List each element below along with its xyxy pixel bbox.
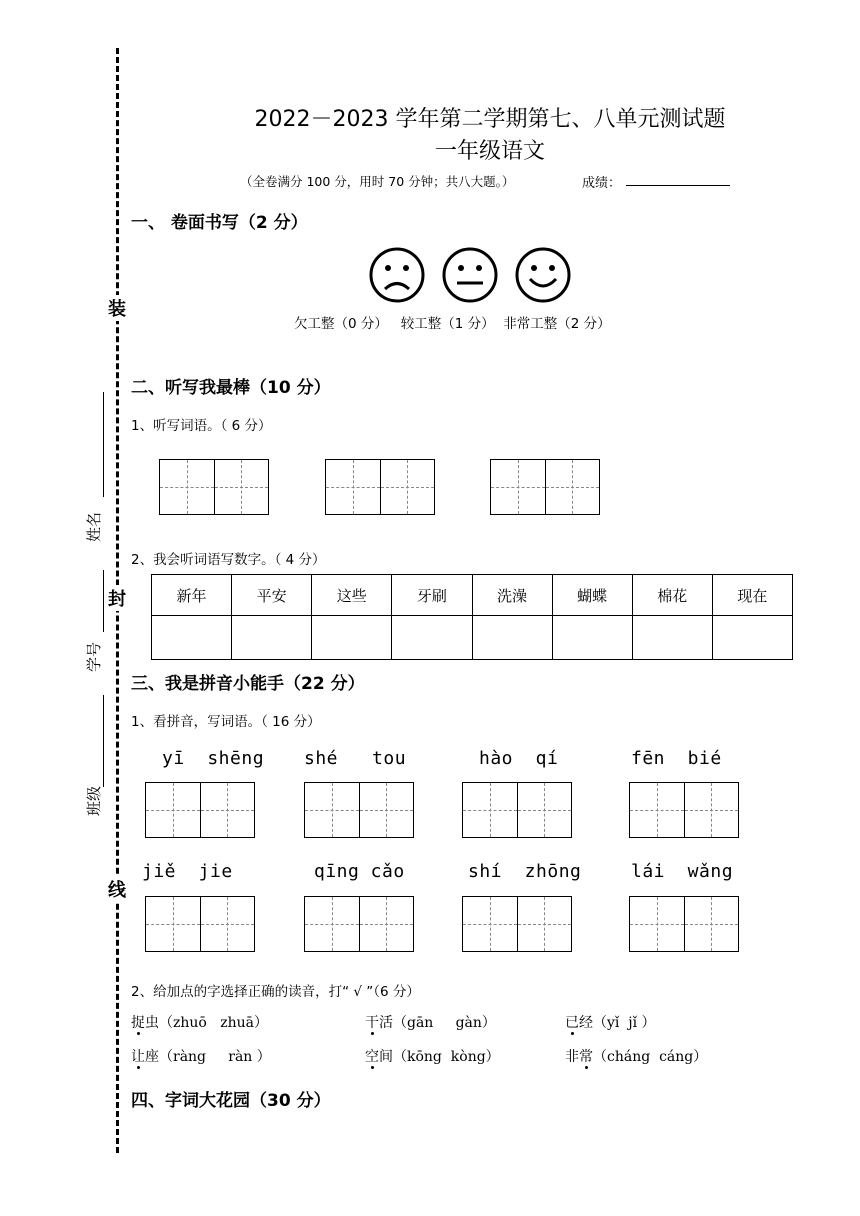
writing-grid[interactable] [462,896,572,952]
score-label: 成绩： [582,176,622,191]
pinyin-label: shé tou [304,748,407,769]
reading-item[interactable] [131,1012,268,1032]
score-blank[interactable] [626,185,730,186]
reading-item[interactable] [365,1012,496,1032]
binding-char-xian: 线 [106,876,128,902]
word-cell: 平安 [232,575,312,616]
class-write-line [103,695,104,787]
writing-grid[interactable] [490,459,600,515]
reading-options: （kōng kòng） [393,1049,500,1065]
answer-cell[interactable] [312,616,392,660]
student-id-write-line [103,570,104,632]
word-cell: 新年 [152,575,232,616]
reading-options: （zhuō zhuā） [159,1015,268,1031]
reading-item[interactable] [565,1012,656,1032]
section-4-heading: 四、字词大花园（30 分） [131,1091,331,1111]
smile-face-icon [514,246,572,304]
answer-cell[interactable] [632,616,712,660]
neutral-face-icon [441,246,499,304]
question-2-2: 2、我会听词语写数字。（ 4 分） [131,552,326,568]
reading-item[interactable] [565,1046,707,1066]
answer-cell[interactable] [392,616,472,660]
pinyin-label: jiě jie [142,861,233,882]
dotted-char: 常 [579,1046,593,1066]
answer-cell[interactable] [152,616,232,660]
reading-options: （cháng cáng） [593,1049,708,1065]
writing-grid[interactable] [629,896,739,952]
writing-grid[interactable] [145,782,255,838]
pinyin-label: fēn bié [631,748,722,769]
pinyin-label: shí zhōng [468,861,582,882]
name-write-line [103,392,104,497]
word-cell: 这些 [312,575,392,616]
dotted-char: 空 [365,1046,379,1066]
word-rest: 间 [379,1049,393,1065]
word-rest: 座 [145,1049,159,1065]
answer-cell[interactable] [472,616,552,660]
sad-face-icon [368,246,426,304]
question-3-2: 2、给加点的字选择正确的读音，打“ √ ”（6 分） [131,984,420,1000]
word-number-table [151,574,793,660]
word-cell: 现在 [712,575,792,616]
student-id-label: 学号 [85,641,103,672]
section-3-heading: 三、我是拼音小能手（22 分） [131,674,365,694]
writing-grid[interactable] [629,782,739,838]
answer-cell[interactable] [232,616,312,660]
reading-options: （gān gàn） [393,1015,496,1031]
exam-info: （全卷满分 100 分，用时 70 分钟；共八大题。） [240,174,515,189]
word-cell: 洗澡 [472,575,552,616]
writing-grid[interactable] [304,782,414,838]
reading-item[interactable] [131,1046,271,1066]
writing-grid[interactable] [325,459,435,515]
reading-item[interactable] [365,1046,500,1066]
writing-grid[interactable] [145,896,255,952]
answer-cell[interactable] [712,616,792,660]
pinyin-label: hào qí [479,748,559,769]
word-rest: 虫 [145,1015,159,1031]
dotted-char: 干 [365,1012,379,1032]
pinyin-label: lái wǎng [631,861,734,882]
reading-options: （ràng ràn ） [159,1049,271,1065]
dotted-char: 让 [131,1046,145,1066]
question-2-1: 1、听写词语。（ 6 分） [131,418,272,434]
section-2-heading: 二、听写我最棒（10 分） [131,378,331,398]
section-1-heading: 一、 卷面书写（2 分） [131,213,308,233]
pinyin-label: qīng cǎo [314,861,405,882]
grade-subject-title: 一年级语文 [434,139,545,164]
dotted-char: 捉 [131,1012,145,1032]
word-cell: 棉花 [632,575,712,616]
writing-grid[interactable] [462,782,572,838]
page-title: 2022－2023 学年第二学期第七、八单元测试题 [254,107,726,132]
word-cell: 蝴蝶 [552,575,632,616]
word-rest: 经 [579,1015,593,1031]
writing-grid[interactable] [304,896,414,952]
pinyin-label: yī shēng [162,748,265,769]
handwriting-score-caption: 欠工整（0 分） 较工整（1 分） 非常工整（2 分） [294,316,611,332]
binding-char-feng: 封 [106,585,128,611]
word-rest: 活 [379,1015,393,1031]
word-pre: 非 [565,1049,579,1065]
binding-char-zhuang: 装 [106,295,128,321]
writing-grid[interactable] [159,459,269,515]
word-cell: 牙刷 [392,575,472,616]
dotted-char: 已 [565,1012,579,1032]
name-label: 姓名 [85,511,103,542]
reading-options: （yǐ jǐ ） [593,1015,656,1031]
answer-cell[interactable] [552,616,632,660]
class-label: 班级 [85,785,103,816]
question-3-1: 1、看拼音，写词语。（ 16 分） [131,714,321,730]
